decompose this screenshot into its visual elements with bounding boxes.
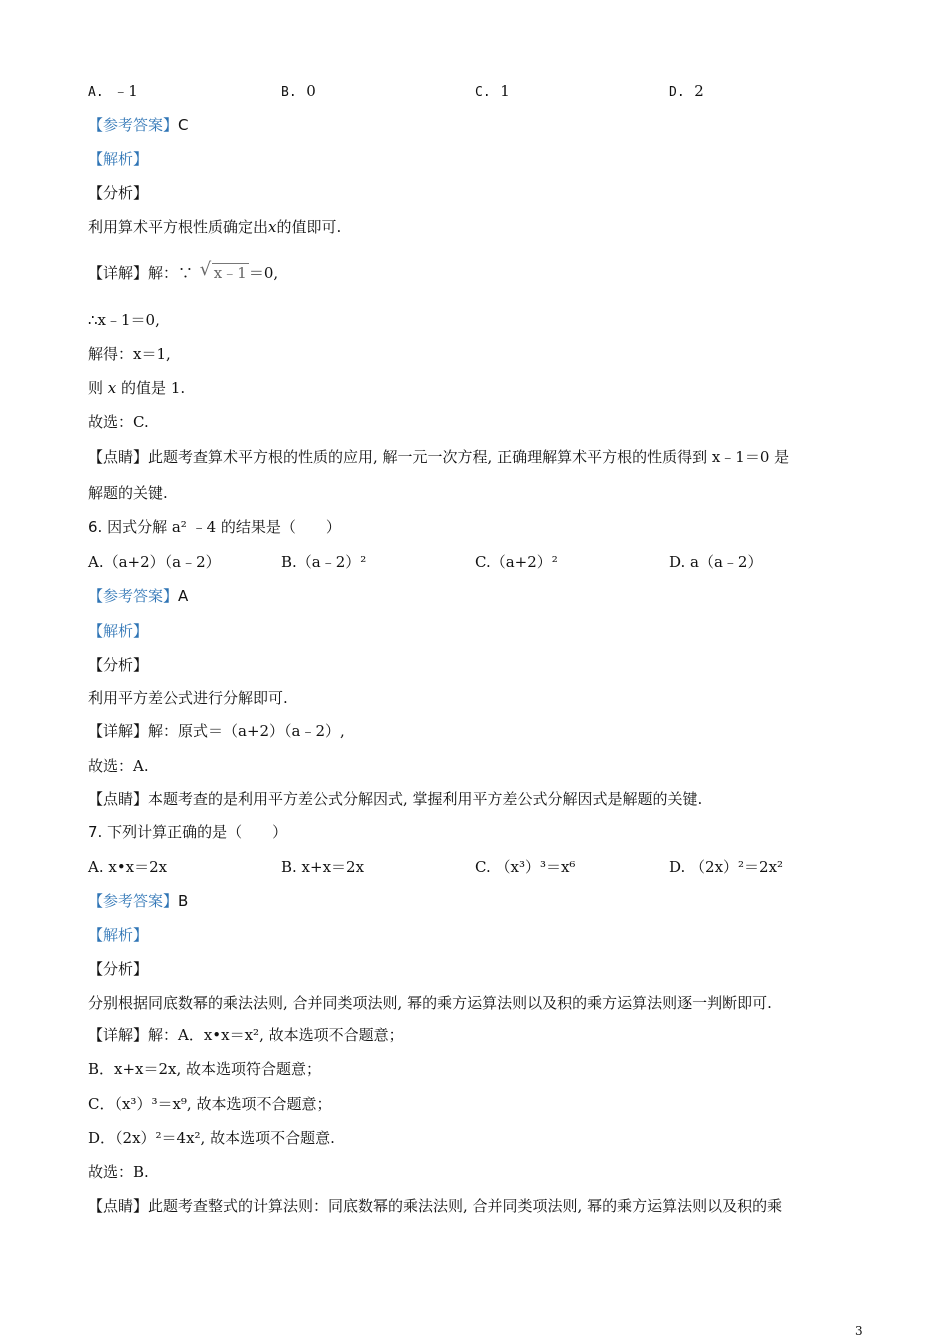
q5-step-3: 则 x 的值是 1. (88, 379, 186, 397)
q5-option-c: C. 1 (475, 82, 510, 100)
q5-dianjing-1: 【点睛】此题考查算术平方根的性质的应用, 解一元一次方程, 正确理解算术平方根的性质得到 x﹣1＝0 是 (88, 448, 790, 466)
q5-step-1: ∴x﹣1＝0, (88, 311, 160, 329)
q7-option-b: B. x+x＝2x (281, 858, 365, 876)
q5-fenxi-text: 利用算术平方根性质确定出x的值即可. (88, 218, 342, 236)
q6-option-c: C.（a+2）² (475, 553, 558, 571)
q5-option-b: B. 0 (281, 82, 316, 100)
q6-dianjing: 【点睛】本题考查的是利用平方差公式分解因式, 掌握利用平方差公式分解因式是解题的关键. (88, 790, 703, 808)
q6-stem: 6. 因式分解 a² ﹣4 的结果是（ ） (88, 518, 341, 536)
q5-dianjing-2: 解题的关键. (88, 484, 168, 502)
q5-option-d: D. 2 (669, 82, 704, 100)
q7-xiangjie-c: C．（x³）³＝x⁹, 故本选项不合题意； (88, 1095, 332, 1113)
q7-jiexi-heading: 【解析】 (88, 926, 149, 944)
q7-xiangjie-d: D．（2x）²＝4x², 故本选项不合题意. (88, 1129, 335, 1147)
page-number: 3 (855, 1324, 863, 1338)
q7-xiangjie-b: B．x+x＝2x, 故本选项符合题意； (88, 1060, 322, 1078)
q6-reference-answer: 【参考答案】A (88, 587, 189, 605)
q7-option-c: C. （x³）³＝x⁶ (475, 858, 576, 876)
q5-reference-answer: 【参考答案】C (88, 116, 189, 134)
q6-fenxi-heading: 【分析】 (88, 656, 149, 674)
q5-step-2: 解得：x＝1, (88, 345, 171, 363)
q6-choice: 故选：A. (88, 757, 149, 775)
q7-xiangjie-a: 【详解】解：A．x•x＝x², 故本选项不合题意； (88, 1026, 404, 1044)
q7-dianjing: 【点睛】此题考查整式的计算法则：同底数幂的乘法法则, 合并同类项法则, 幂的乘方运算法则以及积的乘 (88, 1197, 783, 1215)
q7-fenxi-text: 分别根据同底数幂的乘法法则, 合并同类项法则, 幂的乘方运算法则以及积的乘方运算法则逐一判断即可. (88, 994, 772, 1012)
q6-option-b: B.（a﹣2）² (281, 553, 367, 571)
q6-option-a: A.（a+2）（a﹣2） (88, 553, 221, 571)
q6-xiangjie: 【详解】解：原式＝（a+2）（a﹣2）, (88, 722, 345, 740)
q7-choice: 故选：B. (88, 1163, 149, 1181)
q5-jiexi-heading: 【解析】 (88, 150, 149, 168)
q7-fenxi-heading: 【分析】 (88, 960, 149, 978)
q6-fenxi-text: 利用平方差公式进行分解即可. (88, 689, 288, 707)
q7-option-a: A. x•x＝2x (88, 858, 168, 876)
q6-jiexi-heading: 【解析】 (88, 622, 149, 640)
q5-option-a: A. ﹣1 (88, 82, 138, 100)
q5-fenxi-heading: 【分析】 (88, 184, 149, 202)
q6-option-d: D. a（a﹣2） (669, 553, 763, 571)
q5-xiangjie: 【详解】解：∵ √ x﹣1 ＝0, (88, 259, 279, 282)
q7-stem: 7. 下列计算正确的是（ ） (88, 823, 288, 841)
q7-option-d: D. （2x）²＝2x² (669, 858, 784, 876)
q5-choice: 故选：C. (88, 413, 149, 431)
sqrt-expression: √ x﹣1 (199, 259, 247, 282)
q7-reference-answer: 【参考答案】B (88, 892, 189, 910)
